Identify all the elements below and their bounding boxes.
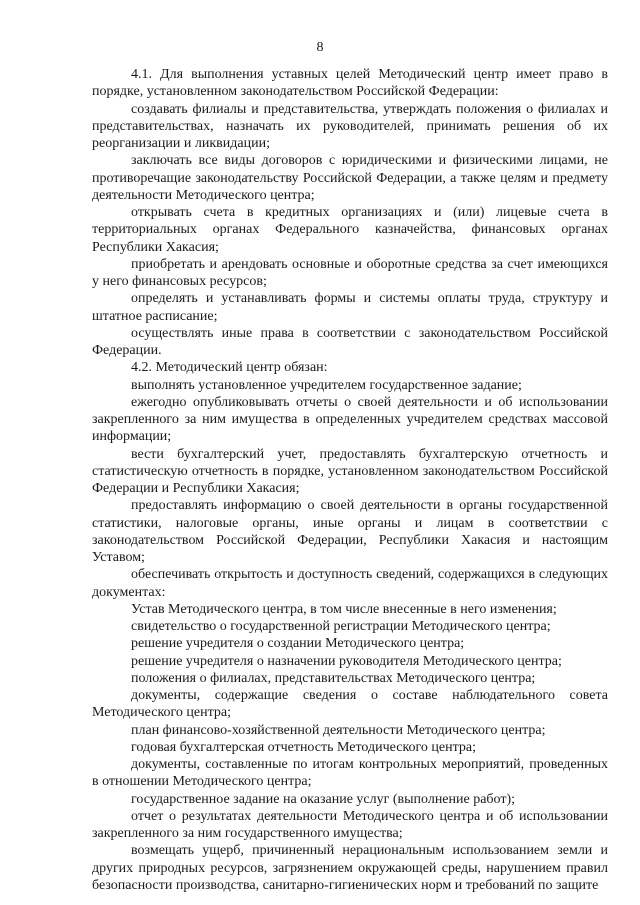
document-body bbox=[92, 66, 608, 894]
paragraph-4-1: 4.1. Для выполнения уставных целей Методический центр имеет право в порядке, установленном законодательством Российской Федерации: bbox=[92, 67, 608, 100]
paragraph-damages: возмещать ущерб, причиненный нерациональным использованием земли и других природных ресурсов, загрязнением окружающей среды, нарушением правил безопасности производства, санитарно-гигиенических норм и требований по защите bbox=[92, 843, 608, 893]
page-number: 8 bbox=[316, 40, 324, 55]
paragraph-state-task: выполнять установленное учредителем государственное задание; bbox=[131, 377, 522, 393]
paragraph-branches: создавать филиалы и представительства, утверждать положения о филиалах и представительствах, назначать их руководителей, принимать решения об их реорганизации и ликвидации; bbox=[92, 101, 608, 151]
list-item-creation-decision: решение учредителя о создании Методического центра; bbox=[131, 636, 465, 652]
list-item-supervisory-board: документы, содержащие сведения о составе наблюдательного совета Методического центра; bbox=[92, 688, 608, 721]
paragraph-accounts: открывать счета в кредитных организациях и (или) лицевые счета в территориальных органах Федерального казначейства, финансовых органах Республики Хакасия; bbox=[92, 205, 608, 255]
list-item-registration: свидетельство о государственной регистрации Методического центра; bbox=[131, 619, 551, 634]
list-item-annual-reporting: годовая бухгалтерская отчетность Методического центра; bbox=[131, 739, 477, 755]
paragraph-contracts: заключать все виды договоров с юридическими и физическими лицами, не противоречащие законодательству Российской Федерации, а также целям и предмету деятельности Методического центра; bbox=[92, 153, 608, 203]
list-item-branches: положения о филиалах, представительствах Методического центра; bbox=[131, 670, 536, 686]
list-item-head-decision: решение учредителя о назначении руководителя Методического центра; bbox=[131, 653, 562, 669]
paragraph-information: предоставлять информацию о своей деятельности в органы государственной статистики, налоговые органы, иные органы и лицам в соответствии с законодательством Российской Федерации, Республики Хакасия и настоящим Уставом; bbox=[92, 498, 608, 565]
paragraph-other-rights: осуществлять иные права в соответствии с законодательством Российской Федерации. bbox=[92, 325, 608, 358]
list-item-state-task: государственное задание на оказание услуг (выполнение работ); bbox=[131, 791, 516, 807]
list-item-audit-documents: документы, составленные по итогам контрольных мероприятий, проведенных в отношении Методического центра; bbox=[92, 757, 608, 790]
list-item-results-report: отчет о результатах деятельности Методического центра и об использовании закрепленного за ним государственного имущества; bbox=[92, 808, 608, 841]
paragraph-assets: приобретать и арендовать основные и оборотные средства за счет имеющихся у него финансовых ресурсов; bbox=[92, 256, 608, 289]
paragraph-accounting: вести бухгалтерский учет, предоставлять бухгалтерскую отчетность и статистическую отчетность в порядке, установленном законодательством Российской Федерации и Республики Хакасия; bbox=[92, 446, 608, 496]
list-item-financial-plan: план финансово-хозяйственной деятельности Методического центра; bbox=[131, 722, 546, 738]
paragraph-reports: ежегодно опубликовывать отчеты о своей деятельности и об использовании закрепленного за ним имущества в определенных учредителем средствах массовой информации; bbox=[92, 394, 608, 445]
paragraph-openness: обеспечивать открытость и доступность сведений, содержащихся в следующих документах: bbox=[92, 567, 608, 600]
paragraph-wages: определять и устанавливать формы и системы оплаты труда, структуру и штатное расписание; bbox=[92, 291, 608, 324]
list-item-charter: Устав Методического центра, в том числе внесенные в него изменения; bbox=[131, 601, 557, 617]
paragraph-4-2: 4.2. Методический центр обязан: bbox=[131, 360, 328, 376]
